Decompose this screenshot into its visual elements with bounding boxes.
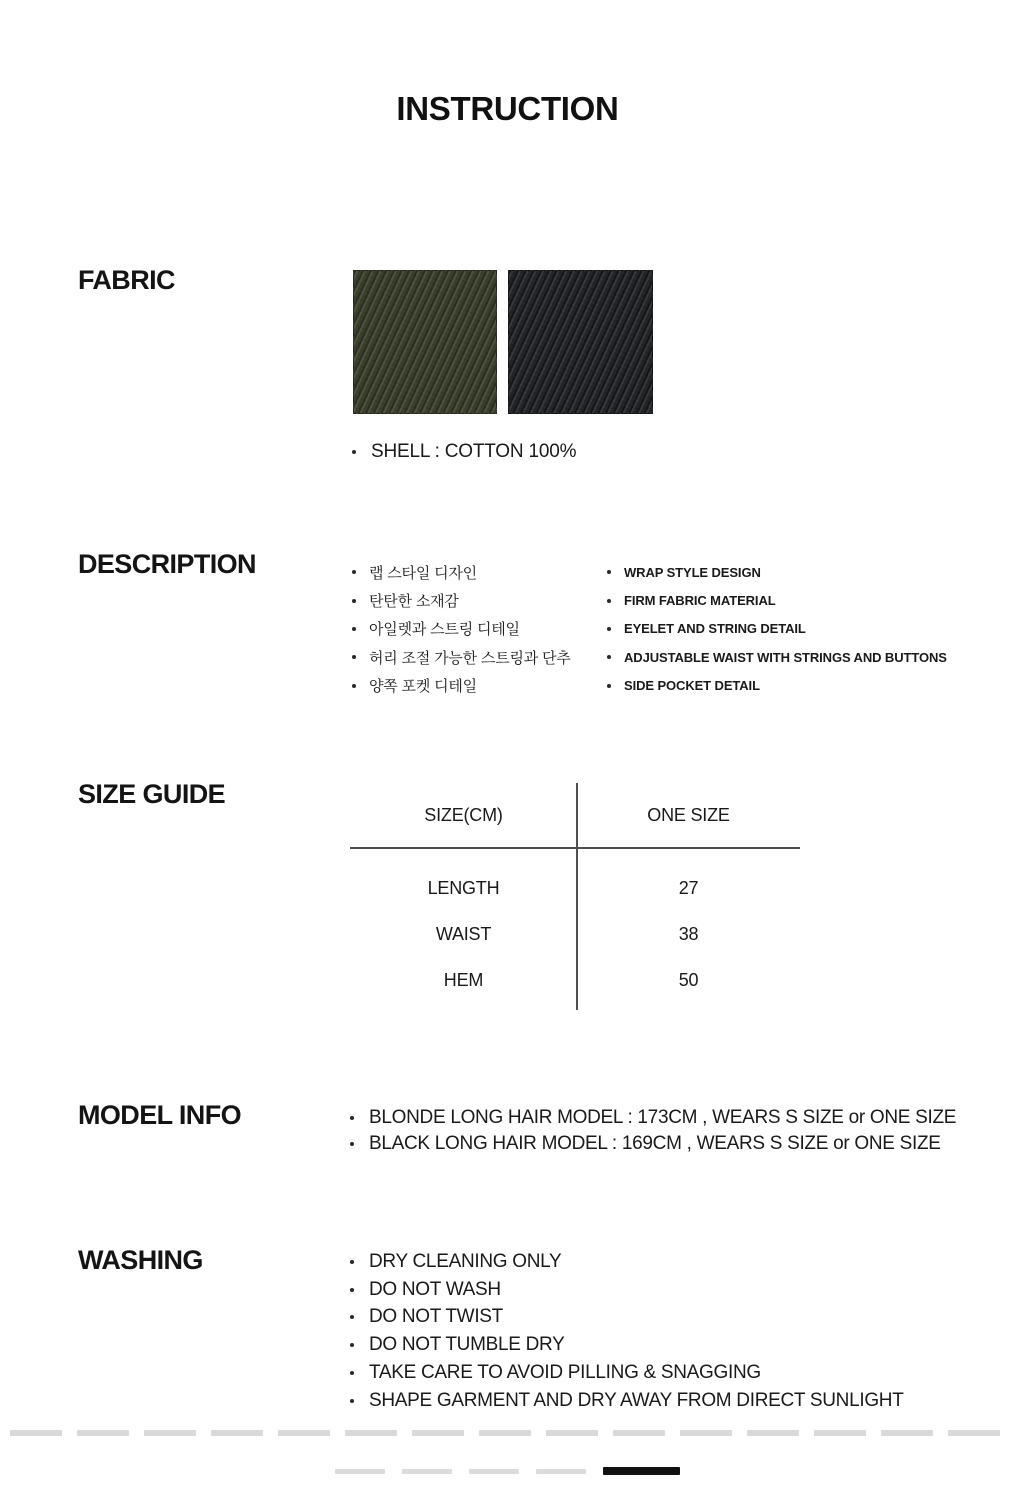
dashed-separator [10, 1430, 1005, 1436]
separator-dash [479, 1430, 531, 1436]
table-header-divider [350, 847, 800, 849]
separator-dash [613, 1430, 665, 1436]
pager-dash-active[interactable] [603, 1467, 680, 1475]
description-ko-text: 허리 조절 가능한 스트링과 단추 [369, 649, 571, 667]
bullet-dot [350, 1315, 354, 1319]
list-item [607, 558, 947, 586]
description-en-text: EYELET AND STRING DETAIL [624, 621, 806, 637]
pager-dash[interactable] [536, 1469, 586, 1474]
pager-dash[interactable] [469, 1469, 519, 1474]
model-info-text: BLACK LONG HAIR MODEL : 169CM , WEARS S SIZE or ONE SIZE [369, 1133, 941, 1154]
list-item [350, 1105, 956, 1131]
table-header-row [350, 783, 800, 847]
separator-dash [680, 1430, 732, 1436]
model-info-text: BLONDE LONG HAIR MODEL : 173CM , WEARS S SIZE or ONE SIZE [369, 1107, 957, 1128]
fabric-note [352, 441, 576, 463]
description-list-english [607, 558, 947, 700]
bullet-dot [607, 627, 611, 631]
fabric-note-text: SHELL : COTTON 100% [371, 441, 577, 462]
list-item [350, 1248, 904, 1276]
separator-dash [10, 1430, 62, 1436]
description-en-text: ADJUSTABLE WAIST WITH STRINGS AND BUTTONS [624, 649, 947, 665]
table-row [350, 957, 800, 1003]
row-label: WAIST [435, 924, 492, 945]
table-row [350, 866, 800, 912]
description-section-label: DESCRIPTION [78, 549, 256, 579]
separator-dash [546, 1430, 598, 1436]
table-header-size: SIZE(CM) [424, 804, 503, 825]
washing-text: DRY CLEANING ONLY [369, 1250, 562, 1272]
list-item [350, 1387, 904, 1415]
washing-text: DO NOT WASH [369, 1278, 501, 1300]
list-item [350, 1331, 904, 1359]
separator-dash [144, 1430, 196, 1436]
washing-list [350, 1248, 904, 1415]
fabric-swatch-olive [353, 270, 497, 414]
bullet-dot [350, 1399, 354, 1403]
bullet-dot [352, 599, 356, 603]
bullet-dot [607, 684, 611, 688]
bullet-dot [607, 599, 611, 603]
list-item [352, 643, 571, 671]
separator-dash [345, 1430, 397, 1436]
description-en-text: WRAP STYLE DESIGN [624, 564, 761, 580]
list-item [350, 1359, 904, 1387]
description-list-korean [352, 558, 571, 700]
washing-text: DO NOT TWIST [369, 1306, 503, 1328]
list-item [350, 1276, 904, 1304]
bullet-dot [350, 1116, 354, 1120]
bullet-dot [350, 1371, 354, 1375]
page-title: INSTRUCTION [396, 90, 619, 127]
washing-text: TAKE CARE TO AVOID PILLING & SNAGGING [369, 1362, 761, 1384]
model-info-section-label: MODEL INFO [78, 1100, 242, 1130]
model-info-list [350, 1105, 956, 1157]
list-item [352, 558, 571, 586]
size-guide-section-label: SIZE GUIDE [78, 779, 226, 809]
list-item [352, 615, 571, 643]
list-item [350, 1304, 904, 1332]
list-item [352, 672, 571, 700]
row-value: 38 [678, 924, 699, 945]
pager-dash[interactable] [335, 1469, 385, 1474]
bullet-dot [352, 450, 356, 454]
table-row [350, 912, 800, 958]
row-label: HEM [443, 969, 484, 990]
bullet-dot [352, 570, 356, 574]
separator-dash [77, 1430, 129, 1436]
list-item [607, 586, 947, 614]
description-ko-text: 탄탄한 소재감 [369, 593, 459, 611]
pager-dash[interactable] [402, 1469, 452, 1474]
description-ko-text: 양쪽 포켓 디테일 [369, 678, 477, 696]
bullet-dot [352, 627, 356, 631]
bullet-dot [350, 1343, 354, 1347]
separator-dash [948, 1430, 1000, 1436]
fabric-section-label: FABRIC [78, 265, 175, 295]
list-item [607, 672, 947, 700]
separator-dash [412, 1430, 464, 1436]
size-guide-table [350, 783, 800, 1010]
bullet-dot [352, 684, 356, 688]
table-body [350, 866, 800, 1003]
description-ko-text: 랩 스타일 디자인 [369, 564, 477, 582]
washing-text: DO NOT TUMBLE DRY [369, 1334, 565, 1356]
list-item [607, 615, 947, 643]
washing-text: SHAPE GARMENT AND DRY AWAY FROM DIRECT SUNLIGHT [369, 1389, 904, 1411]
row-value: 50 [678, 969, 699, 990]
bullet-dot [350, 1288, 354, 1292]
row-label: LENGTH [427, 878, 500, 899]
separator-dash [278, 1430, 330, 1436]
list-item [350, 1131, 956, 1157]
separator-dash [211, 1430, 263, 1436]
bullet-dot [607, 655, 611, 659]
bullet-dot [350, 1142, 354, 1146]
bullet-dot [350, 1260, 354, 1264]
list-item [352, 586, 571, 614]
separator-dash [747, 1430, 799, 1436]
fabric-swatch-black [508, 270, 653, 414]
separator-dash [814, 1430, 866, 1436]
description-en-text: SIDE POCKET DETAIL [624, 678, 760, 694]
carousel-page-indicator [0, 1466, 1015, 1476]
separator-dash [881, 1430, 933, 1436]
description-ko-text: 아일렛과 스트링 디테일 [369, 621, 520, 639]
description-en-text: FIRM FABRIC MATERIAL [624, 593, 776, 609]
bullet-dot [607, 570, 611, 574]
list-item [607, 643, 947, 671]
bullet-dot [352, 655, 356, 659]
washing-section-label: WASHING [78, 1245, 203, 1275]
table-header-onesize: ONE SIZE [647, 804, 730, 825]
row-value: 27 [678, 878, 699, 899]
